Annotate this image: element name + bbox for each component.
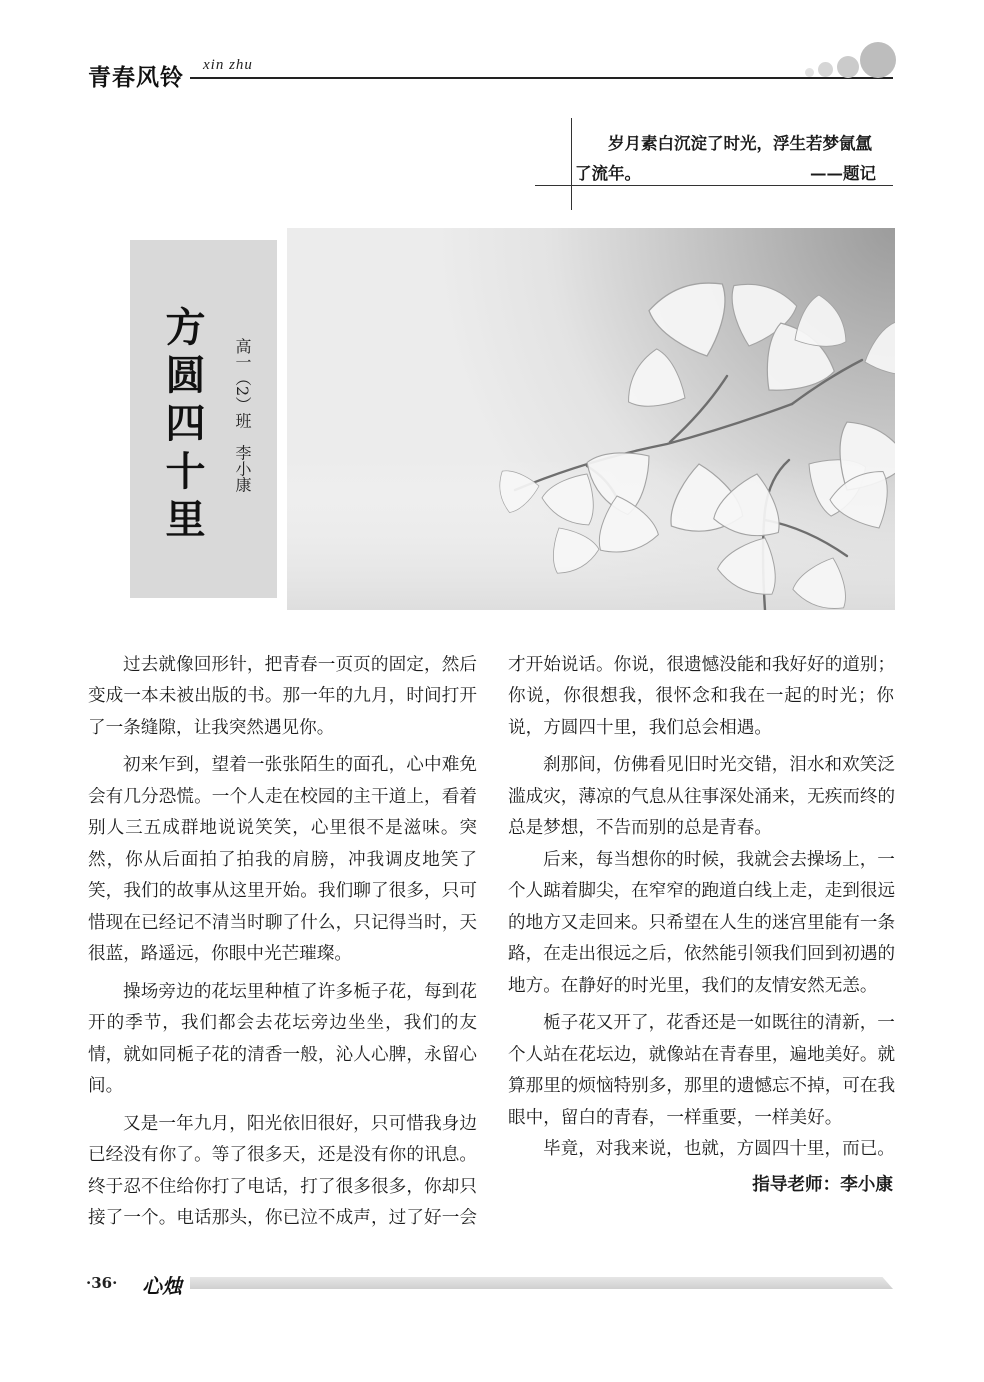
body-line: 后来，每当想你的时候，我就会去操场上，一: [543, 850, 895, 870]
advisor-credit: 指导老师：李小康: [752, 1174, 893, 1195]
body-line: 接了一个。电话那头，你已泣不成声，过了好一会: [88, 1208, 477, 1228]
footer-bar: [190, 1277, 893, 1289]
author-class: 高一（2）班: [233, 338, 252, 429]
body-line: 刹那间，仿佛看见旧时光交错，泪水和欢笑泛: [543, 755, 895, 775]
body-line: 栀子花又开了，花香还是一如既往的清新，一: [543, 1013, 895, 1033]
body-line: 又是一年九月，阳光依旧很好，只可惜我身边: [123, 1114, 477, 1134]
body-line: 会有几分恐慌。一个人走在校园的主干道上，看着: [88, 787, 477, 807]
ginkgo-branch-illustration: [287, 228, 895, 610]
body-line: 已经没有你了。等了很多天，还是没有你的讯息。: [88, 1145, 477, 1165]
body-line: 惜现在已经记不清当时聊了什么，只记得当时，天: [88, 913, 477, 933]
body-line: 你说，你很想我，很怀念和我在一起的时光；你: [508, 686, 894, 706]
body-line: 个人踮着脚尖，在窄窄的跑道白线上走，走到很远: [508, 881, 896, 901]
header-rule: [190, 77, 893, 79]
body-line: 算那里的烦恼特别多，那里的遗憾忘不掉，可在我: [508, 1076, 896, 1096]
body-line: 终于忍不住给你打了电话，打了很多很多，你却只: [88, 1177, 477, 1197]
epigraph-attribution: ——题记: [810, 164, 876, 183]
ginkgo-photo: [287, 228, 895, 610]
body-line: 个人站在花坛边，就像站在青春里，遍地美好。就: [508, 1045, 896, 1065]
body-line: 毕竟，对我来说，也就，方圆四十里，而已。: [543, 1139, 895, 1159]
body-line: 情，就如同栀子花的清香一般，沁人心脾，永留心: [88, 1045, 477, 1065]
body-line: 过去就像回形针，把青春一页页的固定，然后: [123, 655, 477, 675]
body-line: 总是梦想，不告而别的总是青春。: [508, 818, 772, 838]
body-line: 间。: [88, 1076, 124, 1096]
body-line: 操场旁边的花坛里种植了许多栀子花，每到花: [123, 982, 477, 1002]
body-line: 才开始说话。你说，很遗憾没能和我好好的道别；: [508, 655, 896, 675]
body-line: 说，方圆四十里，我们总会相遇。: [508, 718, 772, 738]
epigraph-vertical-rule: [571, 118, 572, 210]
epigraph-horizontal-rule: [535, 185, 893, 186]
article-title: 方圆四十里: [159, 306, 206, 546]
column-name: 青春风铃: [88, 65, 184, 91]
epigraph-line-2: 了流年。: [575, 164, 641, 183]
body-line: 别人三五成群地说说笑笑，心里很不是滋味。突: [88, 818, 477, 838]
body-line: 然，你从后面拍了拍我的肩膀，冲我调皮地笑了: [88, 850, 477, 870]
body-line: 变成一本未被出版的书。那一年的九月，时间打开: [88, 686, 477, 706]
page-number: ·36·: [86, 1274, 118, 1292]
body-line: 地方。在静好的时光里，我们的友情安然无恙。: [508, 976, 878, 996]
author-name: 李小康: [233, 444, 252, 493]
body-line: 了一条缝隙，让我突然遇见你。: [88, 718, 335, 738]
article-byline: [231, 338, 254, 492]
magazine-name: 心烛: [142, 1274, 182, 1298]
body-line: 很蓝，路遥远，你眼中光芒璀璨。: [88, 944, 352, 964]
body-line: 路，在走出很远之后，依然能引领我们回到初遇的: [508, 944, 896, 964]
epigraph-line-1: 岁月素白沉淀了时光，浮生若梦氤氲: [608, 134, 872, 153]
body-line: 初来乍到，望着一张张陌生的面孔，心中难免: [123, 755, 477, 775]
body-line: 眼中，留白的青春，一样重要，一样美好。: [508, 1108, 843, 1128]
body-line: 的地方又走回来。只希望在人生的迷宫里能有一条: [508, 913, 896, 933]
column-pinyin: xin zhu: [203, 57, 253, 73]
body-line: 开的季节，我们都会去花坛旁边坐坐，我们的友: [88, 1013, 477, 1033]
body-line: 笑，我们的故事从这里开始。我们聊了很多，只可: [88, 881, 477, 901]
body-line: 滥成灾，薄凉的气息从往事深处涌来，无疾而终的: [508, 787, 896, 807]
